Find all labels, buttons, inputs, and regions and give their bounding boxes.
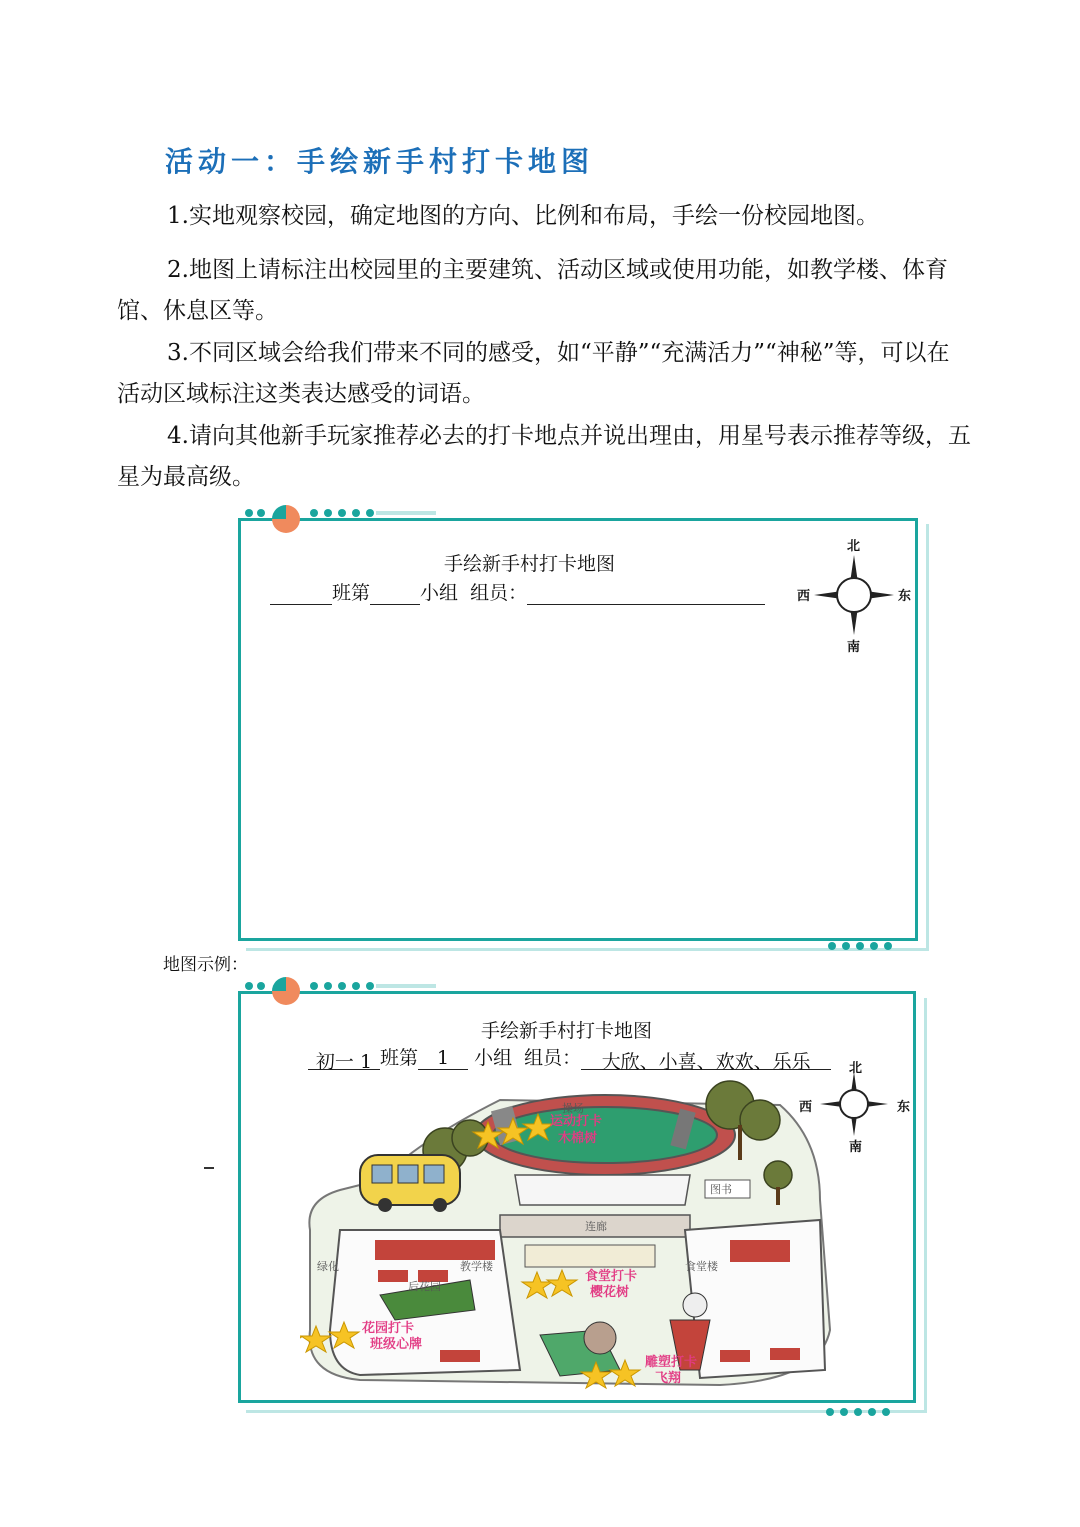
group-label: 小组 [474, 1047, 513, 1069]
compass-west: 西 [797, 589, 811, 604]
checkin-canteen-sub: 樱花树 [590, 1285, 630, 1300]
members-label: 组员： [470, 582, 528, 604]
compass-north: 北 [847, 539, 861, 554]
playground-label: 操场 [562, 1102, 584, 1115]
pie-chart-icon [272, 977, 300, 1005]
compass-south: 南 [849, 1140, 863, 1155]
template-info-line [270, 578, 765, 605]
compass-east: 东 [897, 1100, 911, 1115]
instruction-1: 1.实地观察校园，确定地图的方向、比例和布局，手绘一份校园地图。 [167, 203, 879, 229]
checkin-statue-sub: 飞翔 [655, 1371, 682, 1386]
instruction-3: 3.不同区域会给我们带来不同的感受，如“平静”“充满活力”“神秘”等，可以在活动区域标注这类表达感受的词语。 [117, 340, 950, 407]
library-label: 图书 [710, 1183, 732, 1196]
canteen-label: 食堂楼 [685, 1260, 718, 1273]
compass-south: 南 [847, 640, 861, 655]
members-field[interactable] [527, 582, 765, 605]
school-bus-icon [360, 1155, 460, 1212]
campus-map-illustration [300, 1080, 840, 1390]
checkin-sports-label: 运动打卡 [550, 1114, 603, 1129]
teaching-building [330, 1230, 520, 1375]
green-label: 绿化 [317, 1260, 339, 1273]
compass-north: 北 [849, 1061, 863, 1076]
members-value: 大欣、小喜、欢欢、乐乐 [581, 1047, 831, 1070]
class-field[interactable] [270, 582, 332, 605]
margin-mark [204, 1167, 214, 1169]
teaching-building-label: 教学楼 [460, 1260, 493, 1273]
group-label: 小组 [420, 582, 459, 604]
compass-east: 东 [898, 589, 912, 604]
template-card-title: 手绘新手村打卡地图 [444, 553, 616, 575]
example-info-line [308, 1043, 831, 1073]
corridor-label: 连廊 [585, 1220, 607, 1233]
checkin-canteen-label: 食堂打卡 [585, 1269, 638, 1284]
checkin-garden-label: 花园打卡 [362, 1321, 415, 1336]
checkin-garden-sub: 班级心牌 [370, 1337, 423, 1352]
group-number-value: 1 [418, 1047, 468, 1070]
compass-west: 西 [799, 1100, 813, 1115]
garden-label: 后花园 [408, 1280, 441, 1293]
members-label: 组员： [524, 1047, 582, 1069]
compass-icon [812, 553, 896, 637]
class-label: 班第 [380, 1047, 419, 1069]
group-number-field[interactable] [370, 582, 420, 605]
class-value: 初一 1 [308, 1047, 380, 1070]
pie-chart-icon [272, 505, 300, 533]
example-label: 地图示例： [163, 955, 248, 975]
instruction-2: 2.地图上请标注出校园里的主要建筑、活动区域或使用功能，如教学楼、体育馆、休息区等。 [117, 257, 948, 324]
instruction-4: 4.请向其他新手玩家推荐必去的打卡地点并说出理由，用星号表示推荐等级，五星为最高级。 [117, 423, 971, 490]
example-card-title: 手绘新手村打卡地图 [481, 1020, 653, 1042]
checkin-statue-label: 雕塑打卡 [645, 1355, 698, 1370]
class-label: 班第 [332, 582, 371, 604]
checkin-sports-sub: 木棉树 [558, 1131, 598, 1146]
activity-heading: 活动一：手绘新手村打卡地图 [165, 145, 595, 178]
